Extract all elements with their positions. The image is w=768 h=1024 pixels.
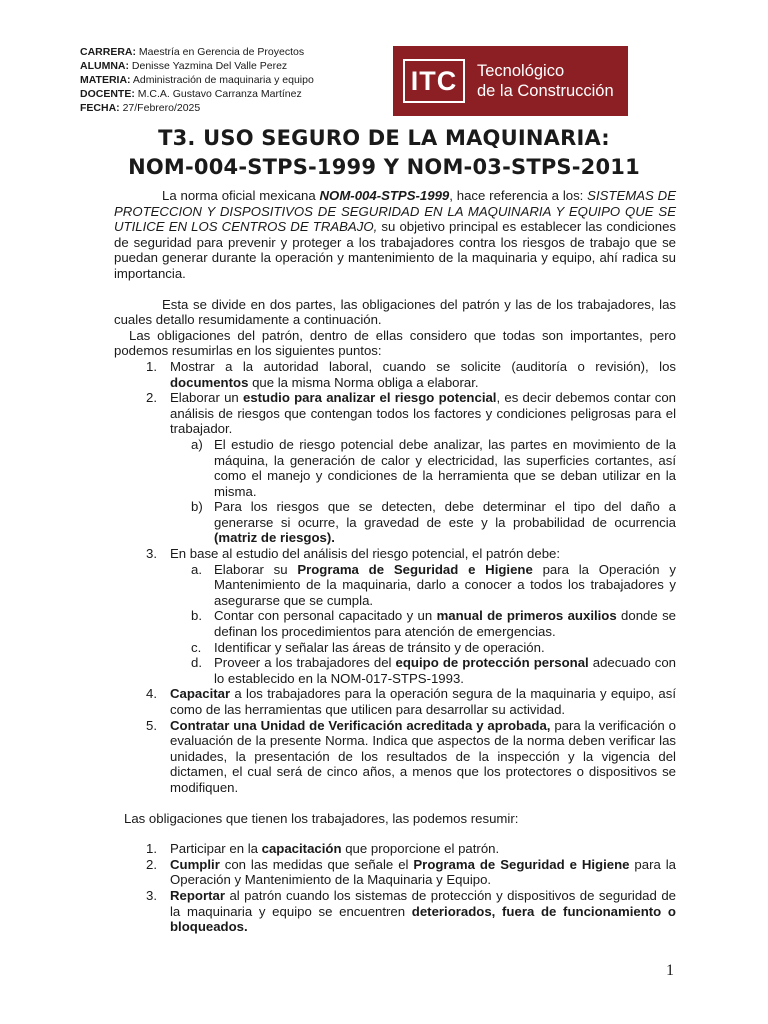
- list-text: Elaborar su: [214, 561, 298, 577]
- list-item: [114, 359, 676, 390]
- carrera-row: [80, 45, 314, 59]
- list-text: En base al estudio del análisis del riesgo potencial, el patrón debe:: [170, 546, 561, 562]
- list-text: El estudio de riesgo potencial debe analizar, las partes en movimiento de la máquina, la generación de calor y electricidad, las superficies cortantes, así como el manejo y condiciones de la herramienta que se deban utilizar en la misma.: [214, 436, 676, 499]
- list-text: que la misma Norma obliga a elaborar.: [248, 374, 479, 390]
- list-bold: equipo de protección personal: [395, 655, 589, 671]
- carrera-label: CARRERA:: [80, 46, 136, 58]
- materia-row: [80, 73, 314, 87]
- list-text: , es decir debemos contar con análisis de riesgos que contengan todos los factores y condiciones peligrosas para el trabajador.: [170, 390, 676, 437]
- title-line2: NOM-004-STPS-1999 Y NOM-03-STPS-2011: [128, 155, 640, 179]
- list-text: a los trabajadores para la operación segura de la maquinaria y equipo, así como de las herramientas que utilicen para desarrollar su actividad.: [170, 686, 676, 717]
- list-number: 2.: [146, 390, 157, 406]
- list-bold: Programa de Seguridad e Higiene: [297, 561, 533, 577]
- list-number: b.: [191, 608, 202, 624]
- list-number: 2.: [146, 856, 157, 872]
- logo-line2: de la Construcción: [477, 82, 614, 100]
- list-subitem: [114, 499, 676, 546]
- document-title: [0, 124, 768, 182]
- employer-intro-paragraph: Las obligaciones del patrón, dentro de ellas considero que todas son importantes, pero podemos resumirlas en los siguientes puntos:: [114, 327, 676, 359]
- alumna-row: [80, 59, 314, 73]
- list-bold: (matriz de riesgos).: [214, 530, 335, 546]
- header-info: [80, 45, 314, 115]
- list-text: para la verificación o evaluación de la presente Norma. Indica que aspectos de la norma deben verificar las unidades, la presentación de los resultados de la inspección y la vigencia del dictamen, el cual será de cinco años, a menos que los protectores o dispositivos se modifiquen.: [170, 717, 676, 795]
- list-bold: estudio para analizar el riesgo potencial: [242, 390, 497, 406]
- list-text: donde se definan los procedimientos para atención de emergencias.: [214, 608, 676, 640]
- list-text: Mostrar a la autoridad laboral, cuando se solicite (auditoría o revisión), los: [170, 358, 676, 374]
- list-text: adecuado con lo establecido en la NOM-017-STPS-1993.: [214, 655, 677, 686]
- intro-text: , hace referencia a los:: [449, 188, 588, 203]
- list-number: b): [191, 499, 203, 515]
- list-text: Proveer a los trabajadores del: [214, 655, 396, 671]
- intro-norm: NOM-004-STPS-1999: [319, 188, 450, 203]
- list-bold: Contratar una Unidad de Verificación acreditada y aprobada,: [170, 717, 551, 733]
- list-subitem: [114, 655, 676, 686]
- docente-row: [80, 87, 314, 101]
- list-bold: deteriorados, fuera de funcionamiento o bloqueados.: [170, 903, 676, 935]
- list-item: [114, 718, 676, 796]
- list-item: [114, 390, 676, 437]
- list-number: c.: [191, 639, 202, 655]
- list-number: 1.: [146, 841, 157, 857]
- intro-text: su objetivo principal es establecer las condiciones de seguridad para prevenir y proteger a los trabajadores contra los riesgos de trabajo que se puedan generar durante la operación y mantenimiento de la maquinaria y equipo, ahí radica su importancia.: [114, 219, 676, 281]
- list-number: 1.: [146, 358, 157, 374]
- list-text: con las medidas que señale el: [219, 856, 414, 872]
- list-bold: Reportar: [170, 887, 225, 903]
- fecha-value: 27/Febrero/2025: [119, 102, 201, 114]
- list-item: [114, 888, 676, 935]
- fecha-row: [80, 101, 314, 115]
- list-number: 3.: [146, 887, 157, 903]
- list-text: Para los riesgos que se detecten, debe determinar el tipo del daño a generarse si ocurre, la gravedad de este y la probabilidad de ocurrencia: [214, 499, 676, 530]
- docente-value: M.C.A. Gustavo Carranza Martínez: [134, 88, 302, 100]
- division-paragraph: Esta se divide en dos partes, las obligaciones del patrón y las de los trabajadores, las cuales detallo resumidamente a continuación.: [114, 296, 676, 328]
- list-item: [114, 546, 676, 562]
- materia-label: MATERIA:: [80, 74, 131, 86]
- list-text: que proporcione el patrón.: [341, 841, 500, 857]
- intro-text: La norma oficial mexicana: [162, 188, 320, 203]
- list-bold: Cumplir: [170, 856, 220, 872]
- list-bold: capacitación: [261, 841, 342, 857]
- list-text: para la Operación y Mantenimiento de la Maquinaria y Equipo.: [170, 856, 676, 888]
- list-item: [114, 686, 676, 717]
- list-item: [114, 857, 676, 888]
- logo-abbr: ITC: [403, 59, 465, 103]
- logo-line1: Tecnológico: [477, 62, 565, 80]
- list-number: 3.: [146, 546, 157, 562]
- list-item: [114, 841, 676, 857]
- page-number: 1: [666, 962, 674, 979]
- list-subitem: [114, 640, 676, 656]
- list-text: Participar en la: [170, 841, 262, 857]
- list-subitem: [114, 608, 676, 639]
- list-number: d.: [191, 655, 202, 671]
- list-bold: Programa de Seguridad e Higiene: [413, 856, 630, 872]
- title-line1: T3. USO SEGURO DE LA MAQUINARIA:: [158, 126, 610, 150]
- list-subitem: [114, 562, 676, 609]
- list-number: 5.: [146, 717, 157, 733]
- intro-norm-title: SISTEMAS DE PROTECCION Y DISPOSITIVOS DE SEGURIDAD EN LA MAQUINARIA Y EQUIPO QUE SE UTILICE EN LOS CENTROS DE TRABAJO,: [114, 188, 677, 235]
- carrera-value: Maestría en Gerencia de Proyectos: [136, 46, 305, 58]
- intro-paragraph: [114, 188, 676, 282]
- list-text: Contar con personal capacitado y un: [214, 608, 437, 624]
- list-number: 4.: [146, 686, 157, 702]
- list-number: a.: [191, 561, 202, 577]
- list-bold: manual de primeros auxilios: [436, 608, 617, 624]
- list-bold: Capacitar: [170, 686, 231, 702]
- list-bold: documentos: [170, 374, 249, 390]
- workers-intro-paragraph: Las obligaciones que tienen los trabajadores, las podemos resumir:: [124, 810, 519, 826]
- alumna-value: Denisse Yazmina Del Valle Perez: [129, 60, 288, 72]
- itc-logo: [393, 46, 628, 116]
- list-number: a): [191, 436, 203, 452]
- document-body: [114, 188, 676, 935]
- logo-text: [477, 61, 614, 101]
- docente-label: DOCENTE:: [80, 88, 135, 100]
- fecha-label: FECHA:: [80, 102, 120, 114]
- list-text: Identificar y señalar las áreas de tránsito y de operación.: [214, 639, 545, 655]
- list-text: para la Operación y Mantenimiento de la maquinaria, darlo a conocer a todos los trabajadores y asegurarse que se cumpla.: [214, 561, 676, 608]
- materia-value: Administración de maquinaria y equipo: [130, 74, 314, 86]
- list-text: al patrón cuando los sistemas de protección y dispositivos de seguridad de la maquinaria y equipo se encuentren: [170, 887, 676, 919]
- list-text: Elaborar un: [170, 390, 243, 406]
- list-subitem: [114, 437, 676, 499]
- alumna-label: ALUMNA:: [80, 60, 129, 72]
